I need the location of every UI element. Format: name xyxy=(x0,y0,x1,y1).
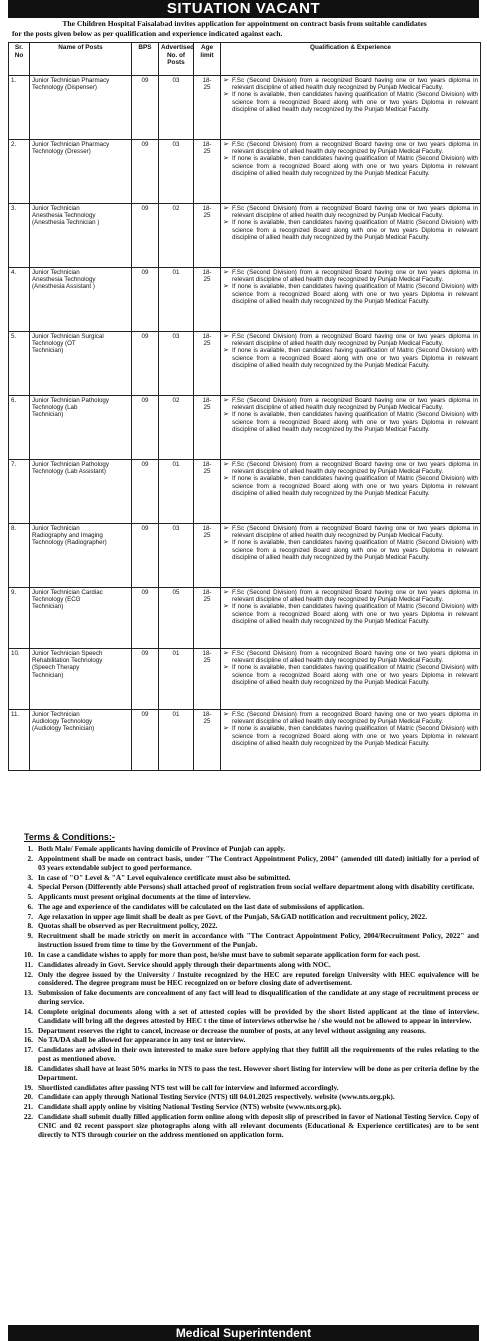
cell-advertised-posts: 03 xyxy=(159,76,194,140)
table-row xyxy=(9,524,481,588)
qualification-item xyxy=(223,205,478,219)
term-number: 14. xyxy=(23,1006,33,1016)
term-text: Shortlisted candidates after passing NTS test will be call for interview and informed accordingly. xyxy=(38,1082,339,1092)
qualification-text: If none is available, then candidates having qualification of Matric (Second Division) with science from a recognized Board along with one or two years Diploma in relevant discipline of allied health duly recognized by the Punjab Medical Faculty. xyxy=(232,539,478,561)
term-text: Candidate shall apply online by visiting National Testing Service (NTS) website (www.nts.org.pk). xyxy=(38,1102,342,1112)
arrow-bullet-icon: ➢ xyxy=(223,603,229,611)
cell-qualification xyxy=(221,140,481,204)
term-number: 6. xyxy=(27,901,33,911)
cell-qualification xyxy=(221,268,481,332)
term-text: Appointment shall be made on contract basis, under "The Contract Appointment Policy, 2004" (amended till dated) initially for a period of 03 years extendable subject to good performance. xyxy=(38,853,479,872)
term-item xyxy=(10,1027,479,1036)
qualification-item xyxy=(223,711,478,725)
cell-bps: 09 xyxy=(132,710,159,771)
post-name-line: Anesthesia Technology xyxy=(32,212,96,220)
age-limit-part: 18- xyxy=(202,650,212,657)
cell-post-name xyxy=(30,268,132,332)
cell-bps: 09 xyxy=(132,524,159,588)
arrow-bullet-icon: ➢ xyxy=(223,397,229,404)
cell-sr-no: 7. xyxy=(9,460,30,524)
term-text: Special Person (Differently able Persons) shall attached proof of registration from social welfare department along with disability certificate. xyxy=(38,882,475,892)
cell-qualification xyxy=(221,396,481,460)
term-number: 13. xyxy=(23,988,33,998)
term-text: Candidates shall have at least 50% marks in NTS to pass the test. However short listing for interview will be done as per criteria define by the Department. xyxy=(38,1063,479,1082)
qualification-text: If none is available, then candidates having qualification of Matric (Second Division) with science from a recognized Board along with one or two years Diploma in relevant discipline of allied health duly recognized by the Punjab Medical Faculty. xyxy=(232,219,478,241)
arrow-bullet-icon: ➢ xyxy=(223,711,229,718)
term-item xyxy=(10,903,479,912)
age-limit-part: 25 xyxy=(203,718,211,726)
term-number: 8. xyxy=(27,921,33,931)
cell-qualification xyxy=(221,76,481,140)
term-text: Candidate can apply through National Testing Service (NTS) till 04.01.2025 respectively. website (www.nts.org.pk). xyxy=(38,1092,395,1102)
post-name-line: Audiology Technology xyxy=(32,718,93,726)
post-name-line: Junior Technician Pharmacy xyxy=(32,77,110,84)
table-row xyxy=(9,204,481,268)
qualification-item xyxy=(223,603,478,625)
qualification-text: F.Sc (Second Division) from a recognized Board having one or two years diploma in relevant discipline of allied health duly recognized by Punjab Medical Faculty. xyxy=(232,77,478,92)
qualification-text: F.Sc (Second Division) from a recognized Board having one or two years diploma in relevant discipline of allied health duly recognized by Punjab Medical Faculty. xyxy=(232,461,478,476)
term-number: 4. xyxy=(27,882,33,892)
term-item xyxy=(10,1065,479,1083)
qualification-text: F.Sc (Second Division) from a recognized Board having one or two years diploma in relevant discipline of allied health duly recognized by Punjab Medical Faculty. xyxy=(232,333,478,348)
arrow-bullet-icon: ➢ xyxy=(223,77,229,84)
qualification-text: If none is available, then candidates having qualification of Matric (Second Division) with science from a recognized Board along with one or two years Diploma in relevant discipline of allied health duly recognized by the Punjab Medical Faculty. xyxy=(232,725,478,747)
header-sr: Sr. No xyxy=(9,43,30,76)
post-name-line: Technology (Lab xyxy=(32,404,78,412)
age-limit-part: 25 xyxy=(203,276,211,284)
age-limit-part: 18- xyxy=(202,141,212,148)
post-name-line: Technician) xyxy=(32,411,64,419)
qualification-item xyxy=(223,141,478,155)
cell-advertised-posts: 02 xyxy=(159,396,194,460)
qualification-item xyxy=(223,539,478,561)
term-item xyxy=(10,1046,479,1064)
header-advertised: Advertised No. of Posts xyxy=(159,43,194,76)
term-number: 10. xyxy=(23,949,33,959)
qualification-text: F.Sc (Second Division) from a recognized Board having one or two years diploma in relevant discipline of allied health duly recognized by Punjab Medical Faculty. xyxy=(232,711,478,726)
cell-sr-no: 9. xyxy=(9,588,30,649)
term-text: In case of "O" Level & "A" Level equivalence certificate must also be submitted. xyxy=(38,872,291,882)
arrow-bullet-icon: ➢ xyxy=(223,283,229,291)
term-number: 5. xyxy=(27,892,33,902)
table-row xyxy=(9,710,481,771)
post-name-line: Technician) xyxy=(32,603,64,611)
cell-post-name xyxy=(30,332,132,396)
cell-post-name xyxy=(30,710,132,771)
post-name-line: Junior Technician Pathology xyxy=(32,461,109,468)
qualification-item xyxy=(223,77,478,91)
cell-sr-no: 5. xyxy=(9,332,30,396)
header-qualification: Qualification & Experience xyxy=(221,43,481,76)
age-limit-part: 18- xyxy=(202,397,212,404)
term-text: Age relaxation in upper age limit shall be dealt as per Govt. of the Punjab, S&GAD notification and recruitment policy, 2022. xyxy=(38,911,428,921)
post-name-line: Junior Technician xyxy=(32,711,80,718)
header-bps: BPS xyxy=(132,43,159,76)
cell-age-limit xyxy=(194,268,221,332)
cell-sr-no: 6. xyxy=(9,396,30,460)
term-text: Candidates already in Govt. Service should apply through their departments along with NOC. xyxy=(38,959,331,969)
post-name-line: (Audiology Technician) xyxy=(32,725,95,733)
posts-table xyxy=(8,42,481,771)
qualification-item xyxy=(223,589,478,603)
term-number: 11. xyxy=(24,959,33,969)
cell-bps: 09 xyxy=(132,588,159,649)
cell-post-name xyxy=(30,396,132,460)
cell-advertised-posts: 01 xyxy=(159,649,194,710)
cell-post-name xyxy=(30,204,132,268)
term-item xyxy=(10,893,479,902)
post-name-line: Technology (Dresser) xyxy=(32,148,91,156)
age-limit-part: 18- xyxy=(202,525,212,532)
cell-qualification xyxy=(221,649,481,710)
post-name-line: Junior Technician xyxy=(32,205,80,212)
table-row xyxy=(9,649,481,710)
term-item xyxy=(10,1103,479,1112)
cell-sr-no: 2. xyxy=(9,140,30,204)
term-text: Applicants must present original documents at the time of interview. xyxy=(38,892,251,902)
terms-list xyxy=(10,845,479,1140)
qualification-text: F.Sc (Second Division) from a recognized Board having one or two years diploma in relevant discipline of allied health duly recognized by Punjab Medical Faculty. xyxy=(232,525,478,540)
post-name-line: Radiography and Imaging xyxy=(32,532,103,540)
qualification-item xyxy=(223,269,478,283)
cell-advertised-posts: 01 xyxy=(159,710,194,771)
term-item xyxy=(10,1036,479,1045)
term-number: 15. xyxy=(23,1025,33,1035)
age-limit-part: 25 xyxy=(203,404,211,412)
term-number: 9. xyxy=(27,931,33,941)
term-number: 17. xyxy=(23,1045,33,1055)
age-limit-part: 25 xyxy=(203,596,211,604)
table-row xyxy=(9,460,481,524)
term-number: 21. xyxy=(23,1102,33,1112)
cell-age-limit xyxy=(194,649,221,710)
cell-bps: 09 xyxy=(132,204,159,268)
cell-post-name xyxy=(30,460,132,524)
cell-age-limit xyxy=(194,396,221,460)
post-name-line: Junior Technician Surgical xyxy=(32,333,104,340)
post-name-line: Technology (OT xyxy=(32,340,76,348)
cell-post-name xyxy=(30,649,132,710)
term-text: Complete original documents along with a set of attested copies will be provided by the short listed applicant at the time of interview. Candidate will bring all the degrees attested by HEC t the time of interviews otherwise he / she would not be allowed to appear in interview. xyxy=(38,1006,479,1025)
post-name-line: (Speech Therapy xyxy=(32,664,80,672)
arrow-bullet-icon: ➢ xyxy=(223,333,229,340)
cell-age-limit xyxy=(194,76,221,140)
age-limit-part: 25 xyxy=(203,212,211,220)
age-limit-part: 25 xyxy=(203,532,211,540)
page-title: SITUATION VACANT xyxy=(8,0,479,18)
cell-age-limit xyxy=(194,140,221,204)
cell-age-limit xyxy=(194,588,221,649)
cell-bps: 09 xyxy=(132,76,159,140)
arrow-bullet-icon: ➢ xyxy=(223,91,229,99)
arrow-bullet-icon: ➢ xyxy=(223,205,229,212)
qualification-item xyxy=(223,475,478,497)
term-item xyxy=(10,855,479,873)
cell-bps: 09 xyxy=(132,460,159,524)
term-item xyxy=(10,989,479,1007)
term-item xyxy=(10,951,479,960)
arrow-bullet-icon: ➢ xyxy=(223,141,229,148)
qualification-text: If none is available, then candidates having qualification of Matric (Second Division) with science from a recognized Board along with one or two years Diploma in relevant discipline of allied health duly recognized by the Punjab Medical Faculty. xyxy=(232,283,478,305)
post-name-line: Anesthesia Technology xyxy=(32,276,96,284)
term-text: Department reserves the right to cancel, increase or decrease the number of posts, at any level without assigning any reasons. xyxy=(38,1025,426,1035)
term-number: 3. xyxy=(27,872,33,882)
post-name-line: Junior Technician Pathology xyxy=(32,397,109,404)
cell-advertised-posts: 01 xyxy=(159,268,194,332)
cell-sr-no: 4. xyxy=(9,268,30,332)
qualification-item xyxy=(223,650,478,664)
term-item xyxy=(10,961,479,970)
age-limit-part: 18- xyxy=(202,333,212,340)
qualification-text: If none is available, then candidates having qualification of Matric (Second Division) with science from a recognized Board along with one or two years Diploma in relevant discipline of allied health duly recognized by the Punjab Medical Faculty. xyxy=(232,347,478,369)
cell-advertised-posts: 03 xyxy=(159,332,194,396)
table-row xyxy=(9,76,481,140)
qualification-item xyxy=(223,461,478,475)
term-item xyxy=(10,932,479,950)
arrow-bullet-icon: ➢ xyxy=(223,269,229,276)
cell-sr-no: 1. xyxy=(9,76,30,140)
term-text: Candidate shall submit dually filled application form online along with deposit slip of prescribed in favor of National Testing Service. Copy of CNIC and 02 recent passport size photographs along with all relevant documents (Educational & Experience certificates) are to be sent directly to NTS through courier on the address mentioned on application form. xyxy=(38,1112,479,1139)
table-row xyxy=(9,396,481,460)
term-item xyxy=(10,922,479,931)
cell-age-limit xyxy=(194,710,221,771)
post-name-line: Technology (Lab Assistant) xyxy=(32,468,106,476)
qualification-item xyxy=(223,347,478,369)
term-text: Candidates are advised in their own interested to make sure before applying that they fulfill all the requirements of the rules relating to the post as mentioned above. xyxy=(38,1045,479,1064)
qualification-item xyxy=(223,525,478,539)
arrow-bullet-icon: ➢ xyxy=(223,475,229,483)
age-limit-part: 18- xyxy=(202,711,212,718)
qualification-item xyxy=(223,283,478,305)
qualification-item xyxy=(223,397,478,411)
term-number: 18. xyxy=(23,1063,33,1073)
qualification-text: F.Sc (Second Division) from a recognized Board having one or two years diploma in relevant discipline of allied health duly recognized by Punjab Medical Faculty. xyxy=(232,589,478,604)
term-number: 2. xyxy=(27,853,33,863)
arrow-bullet-icon: ➢ xyxy=(223,539,229,547)
qualification-item xyxy=(223,664,478,686)
age-limit-part: 25 xyxy=(203,468,211,476)
cell-bps: 09 xyxy=(132,649,159,710)
intro-line-2: for the posts given below as per qualification and experience indicated against each. xyxy=(12,29,283,38)
cell-advertised-posts: 03 xyxy=(159,524,194,588)
cell-qualification xyxy=(221,204,481,268)
table-row xyxy=(9,140,481,204)
terms-section xyxy=(10,832,479,1141)
arrow-bullet-icon: ➢ xyxy=(223,461,229,468)
post-name-line: (Anesthesia Assistant ) xyxy=(32,283,95,291)
term-item xyxy=(10,883,479,892)
arrow-bullet-icon: ➢ xyxy=(223,525,229,532)
table-header-row xyxy=(9,43,481,76)
qualification-text: If none is available, then candidates having qualification of Matric (Second Division) with science from a recognized Board along with one or two years Diploma in relevant discipline of allied health duly recognized by the Punjab Medical Faculty. xyxy=(232,475,478,497)
term-text: Quotas shall be observed as per Recruitment policy, 2022. xyxy=(38,921,218,931)
term-text: Submission of fake documents are concealment of any fact will lead to disqualification of the candidate at any stage of recruitment process or during service. xyxy=(38,988,479,1007)
term-number: 20. xyxy=(23,1092,33,1102)
table-row xyxy=(9,588,481,649)
arrow-bullet-icon: ➢ xyxy=(223,155,229,163)
qualification-text: If none is available, then candidates having qualification of Matric (Second Division) with science from a recognized Board along with one or two years Diploma in relevant discipline of allied health duly recognized by the Punjab Medical Faculty. xyxy=(232,664,478,686)
cell-advertised-posts: 02 xyxy=(159,204,194,268)
age-limit-part: 18- xyxy=(202,589,212,596)
age-limit-part: 25 xyxy=(203,657,211,665)
term-item xyxy=(10,874,479,883)
qualification-text: If none is available, then candidates having qualification of Matric (Second Division) with science from a recognized Board along with one or two years Diploma in relevant discipline of allied health duly recognized by the Punjab Medical Faculty. xyxy=(232,411,478,433)
post-name-line: Technology (ECG xyxy=(32,596,81,604)
post-name-line: Junior Technician xyxy=(32,269,80,276)
term-number: 12. xyxy=(23,969,33,979)
qualification-item xyxy=(223,219,478,241)
term-number: 16. xyxy=(23,1035,33,1045)
arrow-bullet-icon: ➢ xyxy=(223,347,229,355)
cell-sr-no: 8. xyxy=(9,524,30,588)
post-name-line: Technician) xyxy=(32,671,64,679)
cell-bps: 09 xyxy=(132,332,159,396)
qualification-text: F.Sc (Second Division) from a recognized Board having one or two years diploma in relevant discipline of allied health duly recognized by Punjab Medical Faculty. xyxy=(232,205,478,220)
term-text: The age and experience of the candidates will be calculated on the last date of submissions of application. xyxy=(38,901,364,911)
qualification-text: F.Sc (Second Division) from a recognized Board having one or two years diploma in relevant discipline of allied health duly recognized by Punjab Medical Faculty. xyxy=(232,269,478,284)
arrow-bullet-icon: ➢ xyxy=(223,650,229,657)
cell-sr-no: 10. xyxy=(9,649,30,710)
table-row xyxy=(9,268,481,332)
cell-age-limit xyxy=(194,204,221,268)
cell-advertised-posts: 01 xyxy=(159,460,194,524)
term-item xyxy=(10,1008,479,1026)
arrow-bullet-icon: ➢ xyxy=(223,411,229,419)
cell-qualification xyxy=(221,710,481,771)
term-item xyxy=(10,1113,479,1140)
table-row xyxy=(9,332,481,396)
cell-bps: 09 xyxy=(132,268,159,332)
post-name-line: Junior Technician Cardiac xyxy=(32,589,103,596)
term-number: 1. xyxy=(27,844,33,853)
cell-age-limit xyxy=(194,524,221,588)
age-limit-part: 25 xyxy=(203,148,211,156)
cell-sr-no: 3. xyxy=(9,204,30,268)
cell-age-limit xyxy=(194,332,221,396)
age-limit-part: 18- xyxy=(202,461,212,468)
term-text: Both Male/ Female applicants having domicile of Province of Punjab can apply. xyxy=(38,844,286,853)
term-text: In case a candidate wishes to apply for more than post, he/she must have to submit separate application form for each post. xyxy=(38,949,421,959)
arrow-bullet-icon: ➢ xyxy=(223,664,229,672)
cell-qualification xyxy=(221,588,481,649)
term-item xyxy=(10,1093,479,1102)
term-number: 19. xyxy=(23,1082,33,1092)
post-name-line: (Anesthesia Technician ) xyxy=(32,219,100,227)
qualification-item xyxy=(223,333,478,347)
qualification-text: If none is available, then candidates having qualification of Matric (Second Division) with science from a recognized Board along with one or two years Diploma in relevant discipline of allied health duly recognized by the Punjab Medical Faculty. xyxy=(232,603,478,625)
post-name-line: Junior Technician xyxy=(32,525,80,532)
qualification-item xyxy=(223,155,478,177)
qualification-item xyxy=(223,725,478,747)
post-name-line: Technology (Dispenser) xyxy=(32,84,97,92)
term-text: Only the degree issued by the University / Instuite recognized by the HEC are reputed foreign University with HEC equivalence will be considered. The degree program must be HEC recognized on or before closing date of advertisement. xyxy=(38,969,479,988)
cell-sr-no: 11. xyxy=(9,710,30,771)
qualification-item xyxy=(223,91,478,113)
qualification-text: F.Sc (Second Division) from a recognized Board having one or two years diploma in relevant discipline of allied health duly recognized by Punjab Medical Faculty. xyxy=(232,141,478,156)
header-post-name: Name of Posts xyxy=(30,43,132,76)
term-text: Recruitment shall be made strictly on merit in accordance with "The Contract Appointment Policy, 2004/Recruitment Policy, 2022" and instruction issued from time to time by the Government of the Punjab. xyxy=(38,931,479,950)
qualification-text: F.Sc (Second Division) from a recognized Board having one or two years diploma in relevant discipline of allied health duly recognized by Punjab Medical Faculty. xyxy=(232,397,478,412)
post-name-line: Rehabilitation Technology xyxy=(32,657,103,665)
cell-post-name xyxy=(30,588,132,649)
qualification-text: F.Sc (Second Division) from a recognized Board having one or two years diploma in relevant discipline of allied health duly recognized by Punjab Medical Faculty. xyxy=(232,650,478,665)
term-item xyxy=(10,913,479,922)
post-name-line: Junior Technician Pharmacy xyxy=(32,141,110,148)
term-item xyxy=(10,845,479,854)
cell-post-name xyxy=(30,524,132,588)
cell-qualification xyxy=(221,332,481,396)
cell-age-limit xyxy=(194,460,221,524)
cell-qualification xyxy=(221,460,481,524)
arrow-bullet-icon: ➢ xyxy=(223,219,229,227)
signatory-title: Medical Superintendent xyxy=(8,1325,479,1341)
cell-post-name xyxy=(30,76,132,140)
header-age-limit: Age limit xyxy=(194,43,221,76)
term-number: 7. xyxy=(27,911,33,921)
arrow-bullet-icon: ➢ xyxy=(223,589,229,596)
age-limit-part: 18- xyxy=(202,205,212,212)
cell-advertised-posts: 05 xyxy=(159,588,194,649)
post-name-line: Technician) xyxy=(32,347,64,355)
qualification-item xyxy=(223,411,478,433)
cell-post-name xyxy=(30,140,132,204)
age-limit-part: 18- xyxy=(202,269,212,276)
age-limit-part: 25 xyxy=(203,84,211,92)
age-limit-part: 18- xyxy=(202,77,212,84)
cell-bps: 09 xyxy=(132,396,159,460)
term-number: 22. xyxy=(23,1112,33,1122)
intro-line-1: The Children Hospital Faisalabad invites application for appointment on contract basis from suitable candidates xyxy=(62,19,427,28)
post-name-line: Technology (Radiographer) xyxy=(32,539,107,547)
cell-advertised-posts: 03 xyxy=(159,140,194,204)
qualification-text: If none is available, then candidates having qualification of Matric (Second Division) with science from a recognized Board along with one or two years Diploma in relevant discipline of allied health duly recognized by the Punjab Medical Faculty. xyxy=(232,91,478,113)
intro-text xyxy=(12,19,477,39)
cell-qualification xyxy=(221,524,481,588)
term-text: No TA/DA shall be allowed for appearance in any test or interview. xyxy=(38,1035,246,1045)
terms-heading: Terms & Conditions:- xyxy=(24,832,115,842)
post-name-line: Junior Technician Speech xyxy=(32,650,103,657)
arrow-bullet-icon: ➢ xyxy=(223,725,229,733)
cell-bps: 09 xyxy=(132,140,159,204)
term-item xyxy=(10,971,479,989)
age-limit-part: 25 xyxy=(203,340,211,348)
qualification-text: If none is available, then candidates having qualification of Matric (Second Division) with science from a recognized Board along with one or two years Diploma in relevant discipline of allied health duly recognized by the Punjab Medical Faculty. xyxy=(232,155,478,177)
term-item xyxy=(10,1084,479,1093)
